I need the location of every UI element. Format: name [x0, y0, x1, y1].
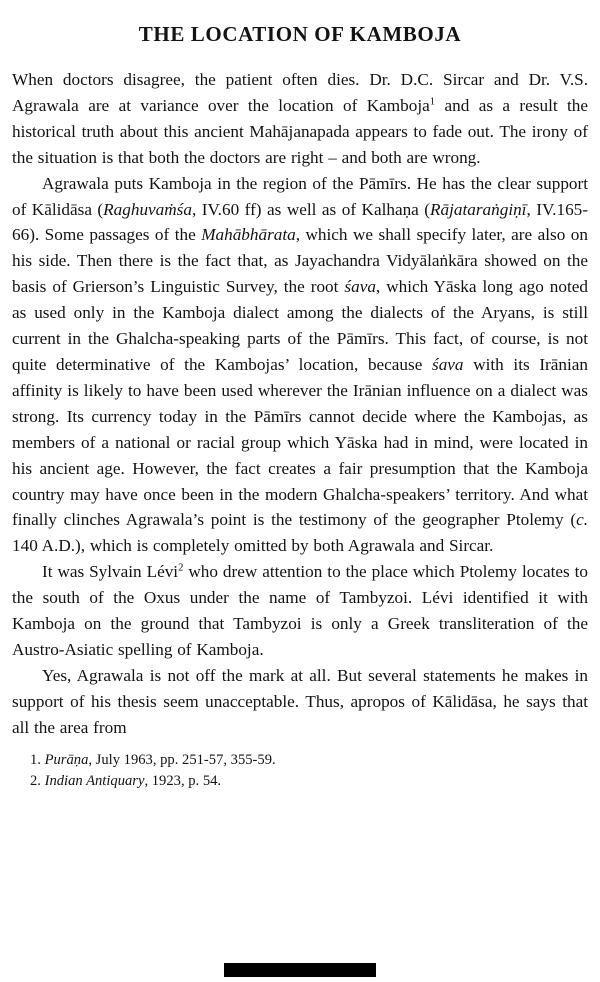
- footnotes: [12, 750, 588, 793]
- paragraph: [12, 663, 588, 741]
- text-run: , IV.165-66). Some passages of the: [12, 199, 588, 245]
- text-run: 2.: [30, 773, 45, 790]
- text-run: Raghuvaṁśa: [103, 199, 192, 219]
- footnote: [30, 750, 588, 772]
- text-run: 140 A.D.), which is completely omitted by both Agrawala and Sircar.: [12, 536, 494, 556]
- text-run: Mahābhārata: [201, 225, 296, 245]
- text-run: Agrawala puts Kamboja in the region of the Pāmīrs. He has the clear support of Kālidāsa (: [12, 173, 588, 219]
- footnote-marker: 2: [178, 562, 184, 574]
- page-title: THE LOCATION OF KAMBOJA: [138, 22, 462, 46]
- page-number-redaction-bar: [224, 963, 376, 977]
- text-run: , IV.60 ff) as well as of Kalhaṇa (: [191, 199, 431, 219]
- text-run: and as a result the historical truth about this ancient Mahājanapada appears to fade out. The irony of the situation is that both the doctors are right – and both are wrong.: [12, 95, 589, 167]
- footnote: [30, 771, 588, 793]
- text-run: Rājataraṅgiṇī: [430, 199, 527, 219]
- text-run: , which we shall specify later, are also on his side. Then there is the fact that, as Jayachandra Vidyālaṅkāra showed on the basis of Grierson’s Linguistic Survey, the root: [12, 225, 588, 297]
- paragraph: [12, 171, 588, 560]
- text-run: 1.: [30, 751, 45, 768]
- text-run: with its Irānian affinity is likely to have been used wherever the Irānian influence on a dialect was strong. Its currency today in the Pāmīrs cannot decide where the Kambojas, as members of a national or racial group which Yāska had in mind, were located in his ancient age. However, the fact creates a fair presumption that the Kamboja country may have once been in the modern Ghalcha-speakers’ territory. And what finally clinches Agrawala’s point is the testimony of the geographer Ptolemy (: [12, 354, 588, 530]
- text-run: It was Sylvain Lévi: [42, 562, 179, 582]
- text-run: Yes, Agrawala is not off the mark at all. But several statements he makes in support of his thesis seem unacceptable. Thus, apropos of Kālidāsa, he says that all the area from: [12, 665, 588, 737]
- text-run: c.: [576, 510, 588, 530]
- text-run: , 1923, p. 54.: [144, 773, 222, 790]
- text-run: Indian Antiquary: [44, 773, 145, 790]
- text-run: , July 1963, pp. 251-57, 355-59.: [88, 751, 276, 768]
- text-run: who drew attention to the place which Ptolemy locates to the south of the Oxus under the name of Tambyzoi. Lévi identified it with Kamboja on the ground that Tambyzoi is only a Greek transliteration of the Austro-Asiatic spelling of Kamboja.: [12, 562, 588, 659]
- text-run: śava: [344, 277, 376, 297]
- paragraphs: [12, 67, 588, 741]
- text-run: śava: [432, 354, 464, 374]
- text-run: , which Yāska long ago noted as used only in the Kamboja dialect among the dialects of the Aryans, is still current in the Ghalcha-speaking parts of the Pāmīrs. This fact, of course, is not quite determinative of the Kambojas’ location, because: [12, 277, 588, 374]
- text-run: Purāṇa: [44, 751, 89, 768]
- footnote-marker: 1: [429, 96, 436, 108]
- paragraph: [12, 67, 588, 171]
- paragraph: [12, 559, 588, 663]
- text-run: When doctors disagree, the patient often dies. Dr. D.C. Sircar and Dr. V.S. Agrawala are at variance over the location of Kamboja: [12, 70, 588, 115]
